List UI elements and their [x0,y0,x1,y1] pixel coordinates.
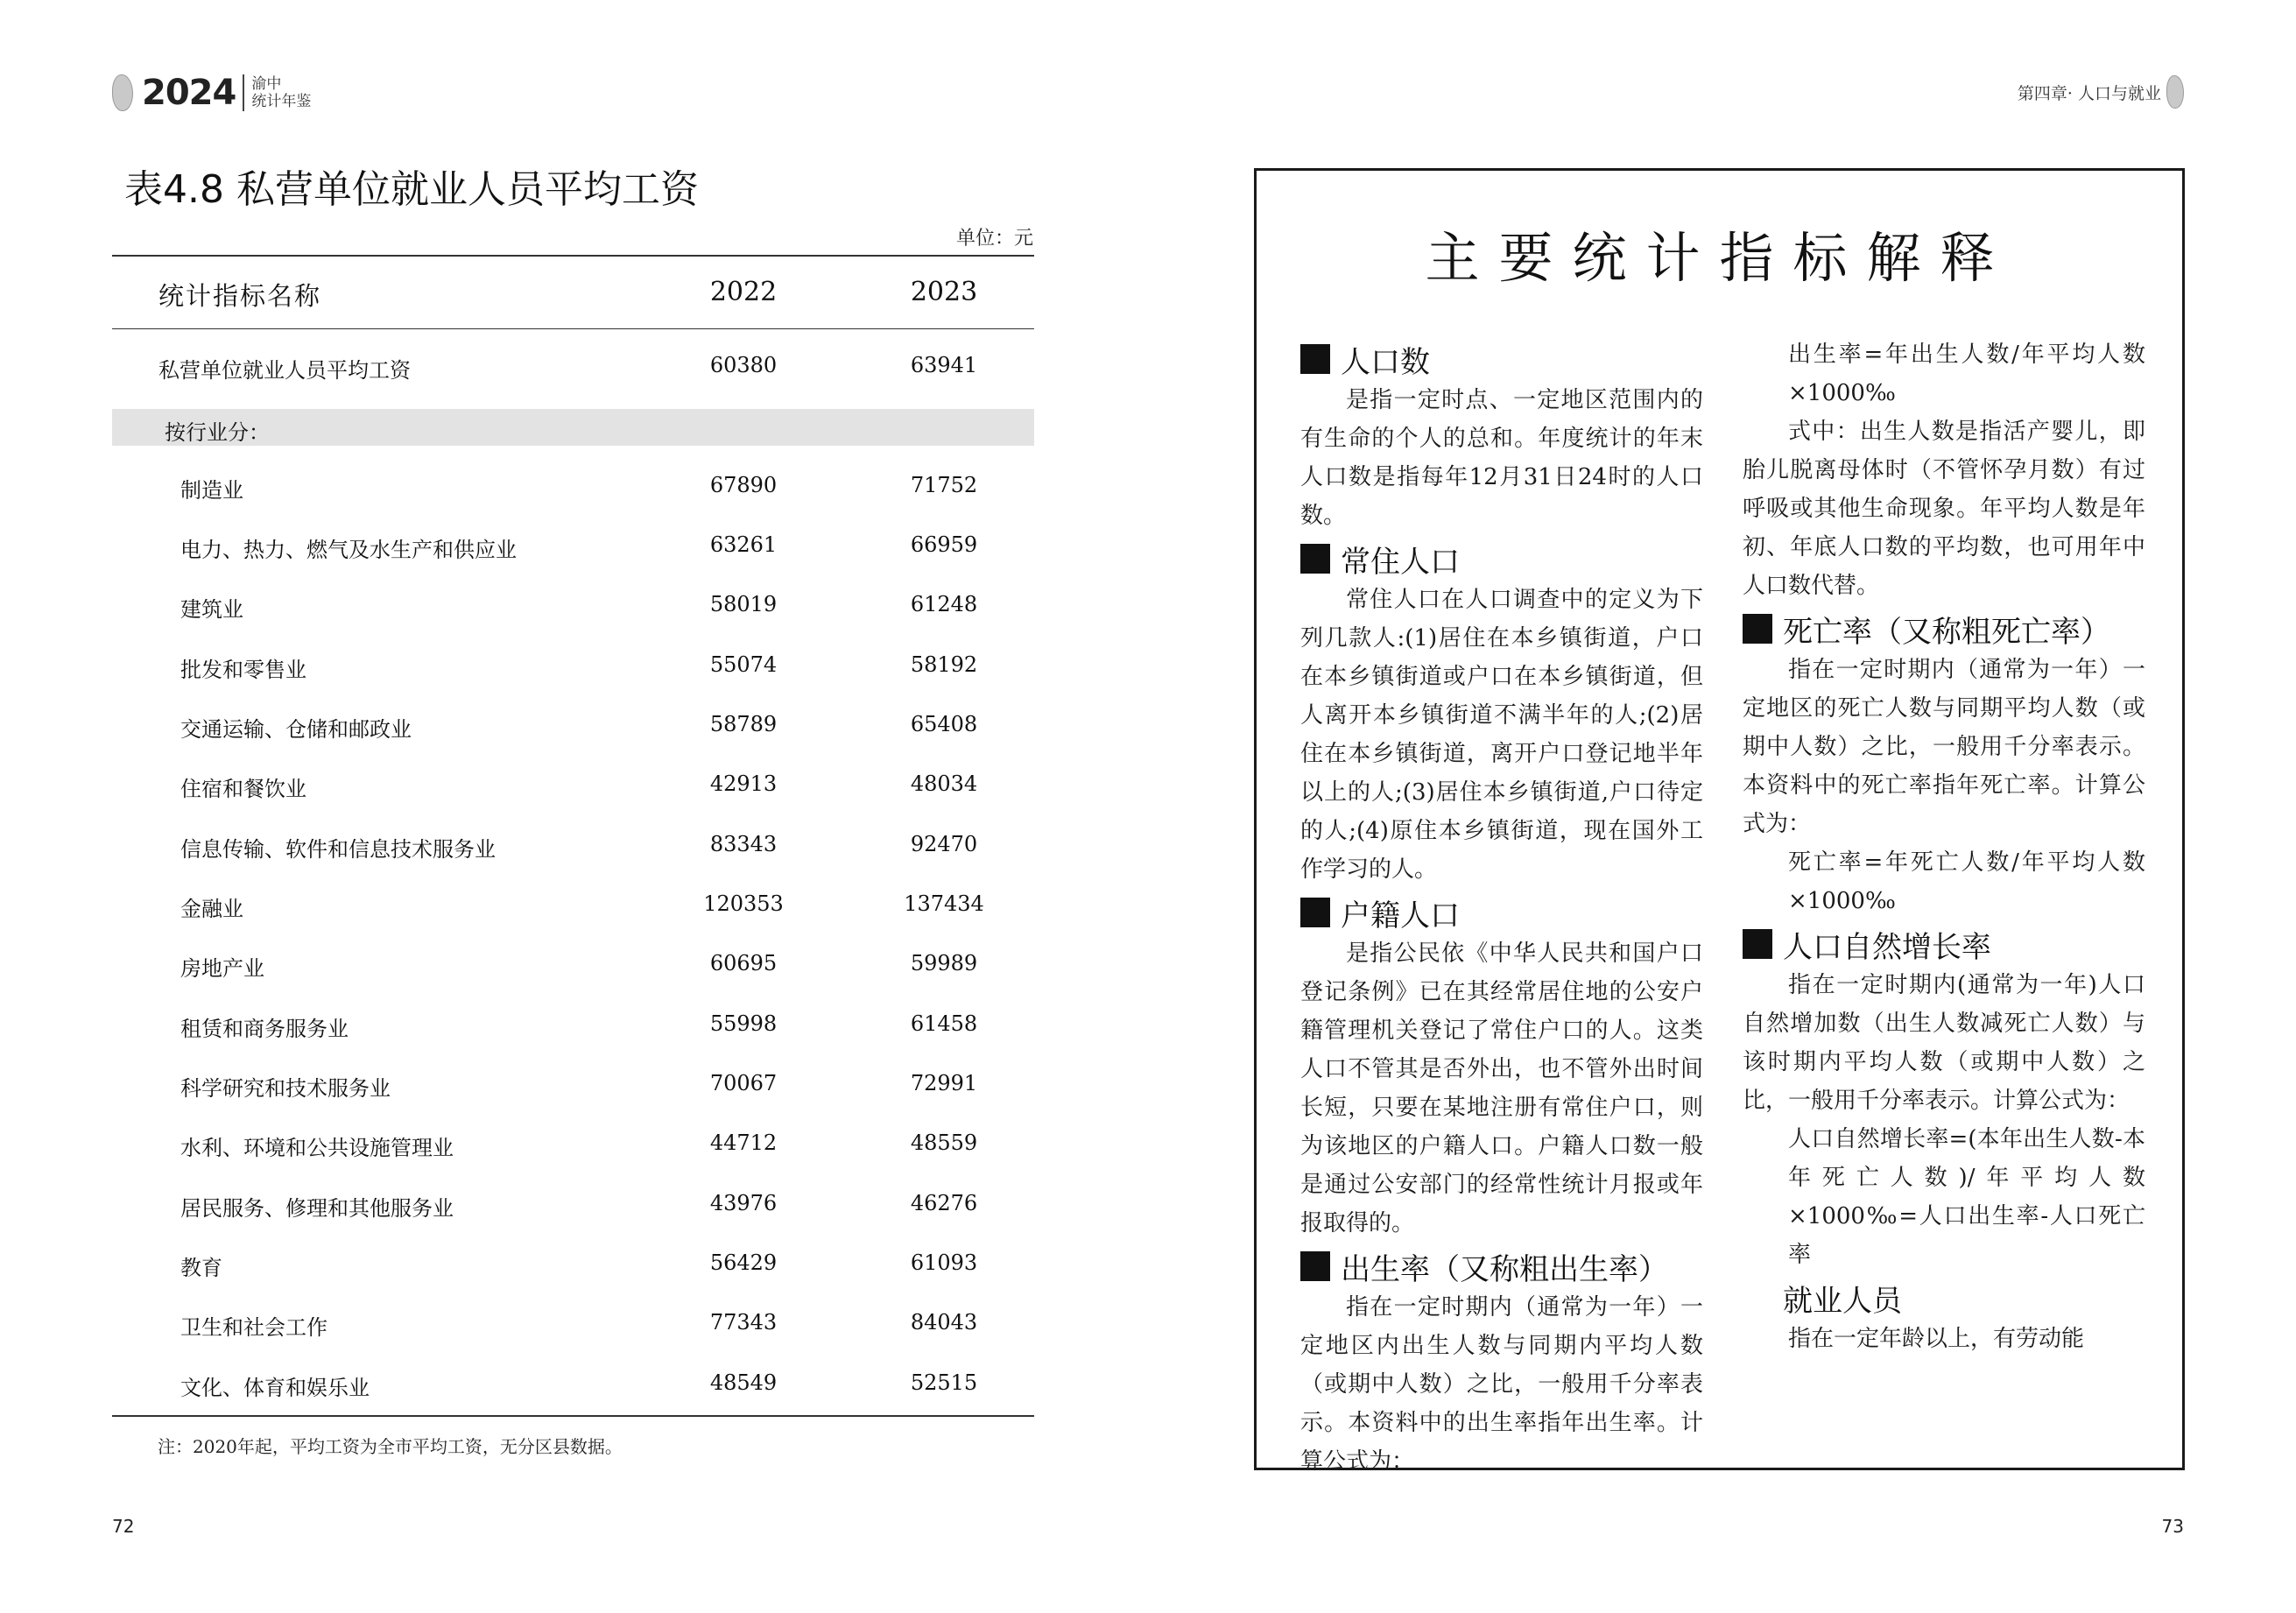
square-bullet-icon [1300,1251,1330,1281]
row-name: 电力、热力、燃气及水生产和供应业 [180,538,517,562]
table-bottom-rule [112,1415,1034,1417]
table-row [112,764,1034,803]
term-heading [1300,537,1703,581]
row-name: 教育 [180,1256,222,1280]
definitions-title: 主要统计指标解释 [1425,226,2014,290]
row-value-2023: 59989 [910,951,978,976]
square-bullet-icon [1300,898,1330,927]
square-bullet-icon [1300,344,1330,374]
row-value-2023: 61248 [910,592,978,616]
term-paragraph: 常住人口在人口调查中的定义为下列几款人:(1)居住在本乡镇街道，户口在本乡镇街道或户口在本乡镇街道，但人离开本乡镇街道不满半年的人;(2)居住在本乡镇街道，离开户口登记地半年以上的人;(3)居住本乡镇街道,户口待定的人;(4)原住本乡镇街道，现在国外工作学习的人。 [1300,587,1703,883]
section-band [112,409,1034,446]
term-title: 死亡率（又称粗死亡率） [1783,614,2110,650]
table-row [112,1363,1034,1402]
term-heading [1300,337,1703,381]
row-value-2022: 44712 [709,1131,778,1155]
row-value-2022: 56429 [709,1250,778,1275]
row-name: 交通运输、仓储和邮政业 [180,717,412,742]
definitions-column-left [1300,335,1703,1481]
term-paragraph: 是指公民依《中华人民共和国户口登记条例》已在其经常居住地的公安户籍管理机关登记了常住户口的人。这类人口不管其是否外出，也不管外出时间长短，只要在某地注册有常住户口，则为该地区的户籍人口。户籍人口数一般是通过公安部门的经常性统计月报或年报取得的。 [1300,940,1703,1236]
row-value-2022: 120353 [703,891,784,916]
table-row [112,944,1034,983]
table-row [112,1004,1034,1043]
row-value-2023: 65408 [910,712,978,736]
row-name: 私营单位就业人员平均工资 [158,358,411,383]
row-name: 居民服务、修理和其他服务业 [180,1196,454,1221]
table-row [112,884,1034,923]
term-heading [1743,1276,2145,1320]
table-title: 表4.8 私营单位就业人员平均工资 [124,167,699,212]
ornament-icon [112,74,133,111]
term-title: 出生率（又称粗出生率） [1341,1251,1668,1287]
page-number-right: 73 [2161,1516,2184,1537]
table-row [112,705,1034,743]
row-value-2023: 61093 [910,1250,978,1275]
row-value-2023: 84043 [910,1310,978,1335]
row-value-2022: 60695 [709,951,778,976]
row-name: 制造业 [180,478,243,503]
term-title: 就业人员 [1783,1283,1902,1319]
term-formula: 死亡率=年死亡人数/年平均人数×1000‰ [1788,849,2145,914]
chapter-header [2018,75,2184,109]
table-top-rule [112,255,1034,257]
table-header-row [112,264,1034,320]
table-row [112,825,1034,863]
row-value-2023: 52515 [910,1370,978,1395]
square-bullet-icon [1743,614,1772,644]
row-name: 卫生和社会工作 [180,1315,327,1340]
header-divider [243,74,244,111]
row-value-2022: 42913 [709,771,778,796]
row-value-2022: 67890 [709,473,778,497]
row-value-2022: 55998 [709,1011,778,1036]
row-value-2022: 43976 [709,1191,778,1215]
row-name: 水利、环境和公共设施管理业 [180,1136,454,1160]
table-unit: 单位：元 [955,228,1033,250]
table-header-rule [112,328,1034,329]
row-name: 科学研究和技术服务业 [180,1076,391,1101]
row-value-2023: 61458 [910,1011,978,1036]
header-year: 2024 [142,73,236,113]
page-number-left: 72 [112,1516,135,1537]
row-value-2023: 48034 [910,771,978,796]
row-value-2022: 70067 [709,1071,778,1095]
row-name: 住宿和餐饮业 [180,777,306,801]
row-value-2023: 46276 [910,1191,978,1215]
row-value-2022: 77343 [709,1310,778,1335]
table-row [112,645,1034,684]
table-row [112,525,1034,564]
term-title: 人口数 [1341,344,1430,380]
header-yearbook-line1: 渝中 [251,75,282,93]
row-value-2022: 55074 [709,652,778,677]
term-paragraph: 是指一定时点、一定地区范围内的有生命的个人的总和。年度统计的年末人口数是指每年12月31日24时的人口数。 [1300,387,1703,529]
column-header-name: 统计指标名称 [158,281,322,311]
table-note: 注：2020年起，平均工资为全市平均工资，无分区县数据。 [158,1436,623,1457]
yearbook-header [112,67,311,119]
square-bullet-icon [1743,929,1772,959]
term-paragraph: 式中：出生人数是指活产婴儿，即胎儿脱离母体时（不管怀孕月数）有过呼吸或其他生命现象。年平均人数是年初、年底人口数的平均数，也可用年中人口数代替。 [1743,419,2145,599]
row-name: 信息传输、软件和信息技术服务业 [180,837,496,862]
table-row [112,1243,1034,1282]
definitions-column-right [1743,335,2145,1358]
term-heading [1743,922,2145,966]
term-heading [1300,891,1703,934]
definitions-box [1254,168,2185,1475]
row-value-2023: 66959 [910,532,978,557]
row-value-2023: 71752 [910,473,978,497]
row-value-2023: 63941 [910,353,978,377]
table-row [112,466,1034,504]
square-bullet-icon [1300,544,1330,574]
row-value-2023: 58192 [910,652,978,677]
row-name: 租赁和商务服务业 [180,1017,349,1041]
term-heading [1743,607,2145,651]
row-value-2022: 63261 [709,532,778,557]
row-value-2022: 58019 [709,592,778,616]
term-heading [1300,1244,1703,1288]
term-paragraph: 指在一定时期内(通常为一年)人口自然增加数（出生人数减死亡人数）与该时期内平均人数（或期中人数）之比，一般用千分率表示。计算公式为： [1743,972,2145,1114]
table-row-total [112,346,1034,384]
table-row [112,585,1034,623]
column-header-2022: 2022 [709,277,778,307]
row-value-2023: 72991 [910,1071,978,1095]
row-name: 文化、体育和娱乐业 [180,1376,370,1400]
term-formula: 人口自然增长率=(本年出生人数-本年死亡人数)/年平均人数×1000‰=人口出生率-人口死亡率 [1788,1126,2145,1268]
term-formula: 出生率=年出生人数/年平均人数×1000‰ [1788,342,2145,406]
row-name: 建筑业 [180,597,243,622]
header-yearbook-line2: 统计年鉴 [251,93,312,110]
term-paragraph: 指在一定年龄以上，有劳动能 [1788,1326,2085,1352]
row-name: 金融业 [180,897,243,921]
row-value-2022: 48549 [709,1370,778,1395]
table-row [112,1064,1034,1102]
table-row [112,1123,1034,1162]
column-header-2023: 2023 [910,277,978,307]
header-yearbook-name [251,75,311,110]
row-value-2023: 48559 [910,1131,978,1155]
row-value-2023: 137434 [904,891,984,916]
ornament-icon [2166,75,2184,109]
table-row [112,1303,1034,1342]
row-value-2022: 58789 [709,712,778,736]
table-row [112,1184,1034,1222]
row-value-2022: 60380 [709,353,778,377]
row-value-2022: 83343 [709,832,778,856]
section-label: 按行业分： [165,420,270,445]
row-name: 批发和零售业 [180,658,306,682]
chapter-title: 第四章· 人口与就业 [2017,83,2161,103]
row-value-2023: 92470 [910,832,978,856]
term-title: 常住人口 [1341,544,1460,580]
row-name: 房地产业 [180,956,264,981]
term-paragraph: 指在一定时期内（通常为一年）一定地区内出生人数与同期内平均人数（或期中人数）之比，一般用千分率表示。本资料中的出生率指年出生率。计算公式为： [1300,1294,1703,1475]
term-title: 户籍人口 [1341,898,1460,933]
term-paragraph: 指在一定时期内（通常为一年）一定地区的死亡人数与同期平均人数（或期中人数）之比，一般用千分率表示。本资料中的死亡率指年死亡率。计算公式为： [1743,657,2145,837]
term-title: 人口自然增长率 [1783,929,1991,965]
